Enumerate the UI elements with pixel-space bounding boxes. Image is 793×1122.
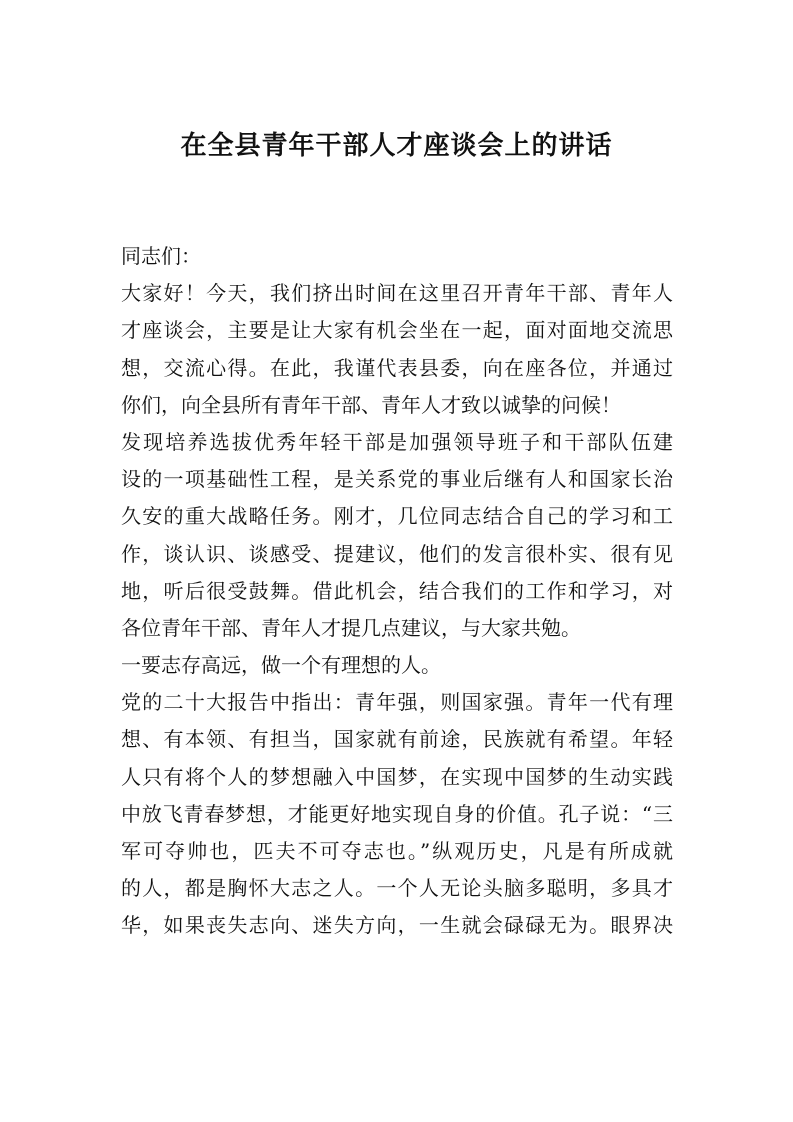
body-line: 设的一项基础性工程，是关系党的事业后继有人和国家长治	[121, 467, 673, 492]
body-line: 才座谈会，主要是让大家有机会坐在一起，面对面地交流思	[121, 318, 673, 343]
body-line: 地，听后很受鼓舞。借此机会，结合我们的工作和学习，对	[121, 578, 673, 603]
body-line: 大家好！今天，我们挤出时间在这里召开青年干部、青年人	[121, 281, 673, 306]
body-line: 想，交流心得。在此，我谨代表县委，向在座各位，并通过	[121, 355, 673, 380]
body-line: 发现培养选拔优秀年轻干部是加强领导班子和干部队伍建	[121, 429, 673, 454]
document-body	[121, 238, 673, 945]
body-line: 军可夺帅也，匹夫不可夺志也。”纵观历史，凡是有所成就	[121, 839, 673, 863]
body-line: 各位青年干部、青年人才提几点建议，与大家共勉。	[121, 615, 581, 640]
body-line: 久安的重大战略任务。刚才，几位同志结合自己的学习和工	[121, 504, 673, 529]
body-line: 作，谈认识、谈感受、提建议，他们的发言很朴实、很有见	[121, 541, 673, 566]
body-line: 想、有本领、有担当，国家就有前途，民族就有希望。年轻	[121, 727, 673, 752]
body-line: 的人，都是胸怀大志之人。一个人无论头脑多聪明，多具才	[121, 876, 673, 901]
body-line: 中放飞青春梦想，才能更好地实现自身的价值。孔子说：“三	[121, 801, 673, 826]
body-line: 党的二十大报告中指出：青年强，则国家强。青年一代有理	[121, 690, 673, 715]
section-heading: 一要志存高远，做一个有理想的人。	[121, 653, 441, 678]
body-line: 你们，向全县所有青年干部、青年人才致以诚挚的问候！	[121, 392, 621, 417]
salutation: 同志们：	[121, 244, 201, 268]
document-title: 在全县青年干部人才座谈会上的讲话	[180, 131, 613, 161]
body-line: 人只有将个人的梦想融入中国梦，在实现中国梦的生动实践	[121, 764, 673, 789]
body-line: 华，如果丧失志向、迷失方向，一生就会碌碌无为。眼界决	[121, 913, 673, 938]
